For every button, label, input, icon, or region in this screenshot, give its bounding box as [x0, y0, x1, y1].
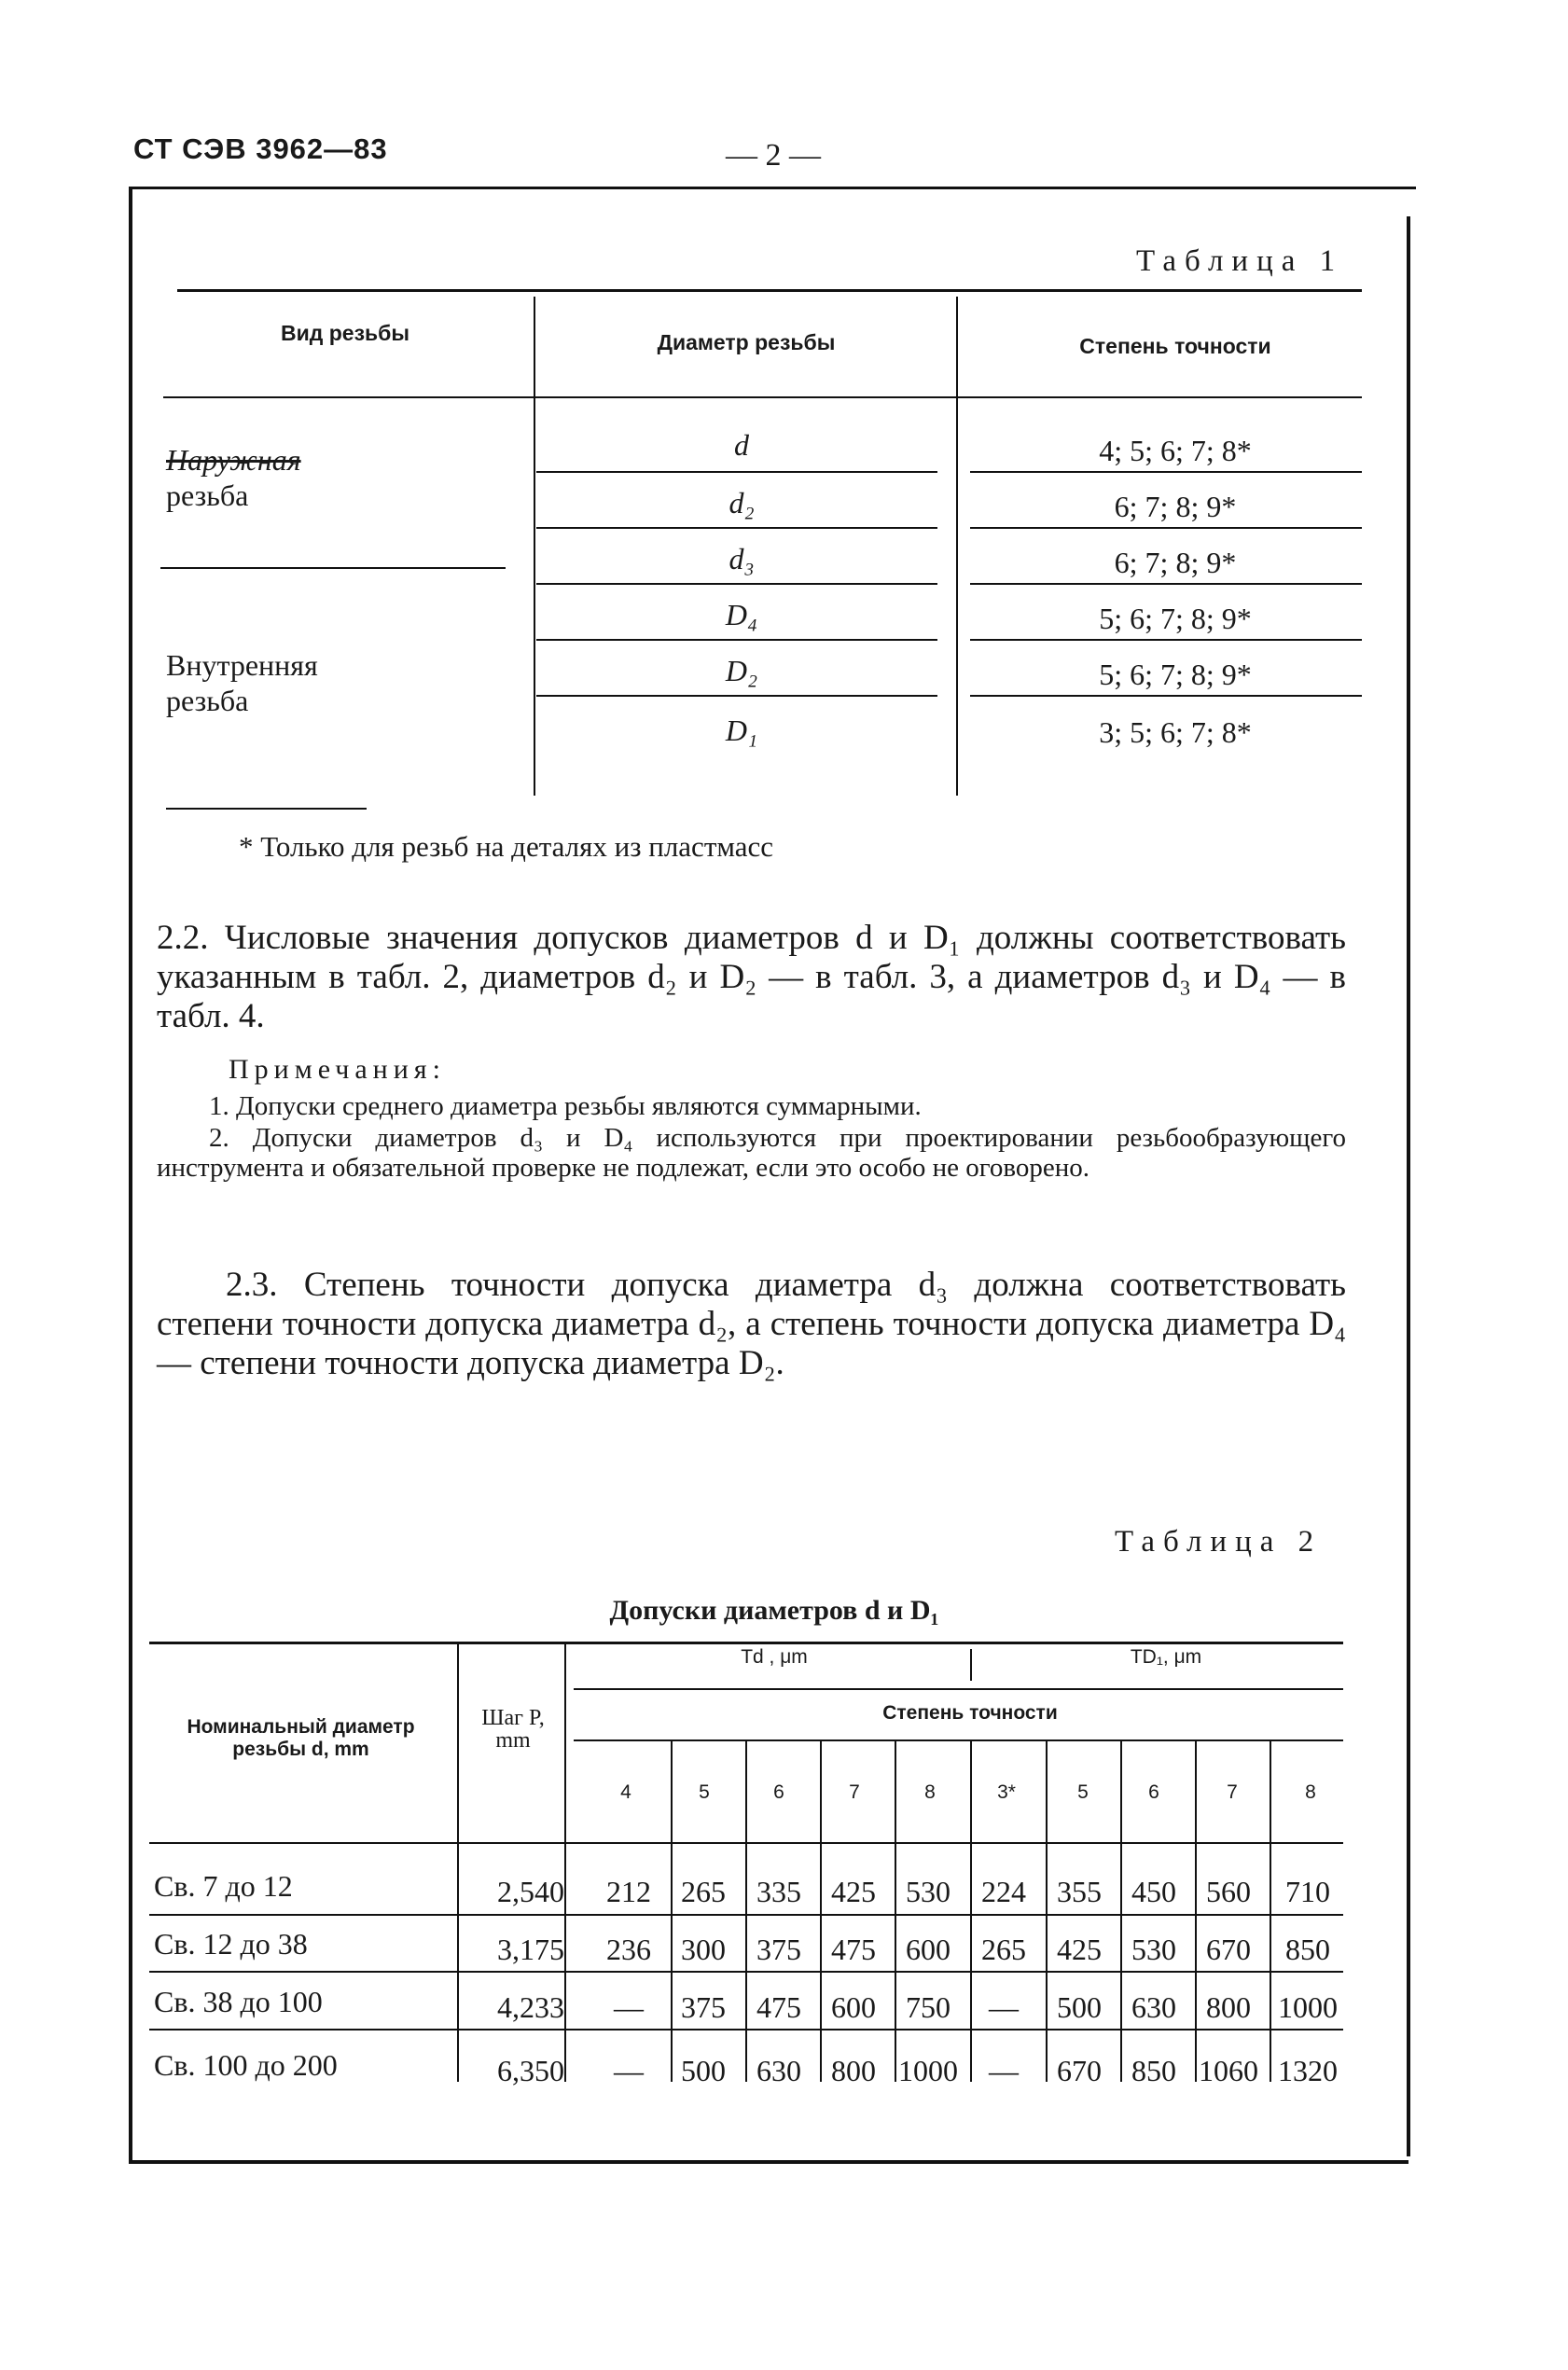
- footnote-rule: [166, 808, 367, 810]
- table2-header-td: Td , μm: [741, 1646, 808, 1668]
- table2-col-divider-pitch: [564, 1643, 566, 2082]
- table1-row-diameter: D₁: [725, 714, 758, 747]
- table2-grade-label: 6: [1148, 1781, 1159, 1803]
- table2-grade-label: 3*: [997, 1781, 1016, 1803]
- table1-header-diameter: Диаметр резьбы: [657, 330, 836, 354]
- table2-row-pitch: 2,540: [497, 1875, 564, 1908]
- section-2-2: 2.2. Числовые значения допусков диаметров d и D₁ должны соответствовать указанным в табл. 2, диаметров d₂ и D₂ — в табл. 3, а диаметров d₃ и D₄ — в табл. 4.: [157, 919, 1346, 1035]
- table1-row-rule: [970, 639, 1362, 641]
- table2-grade-label: 8: [924, 1781, 936, 1803]
- table1-group-external: [166, 442, 301, 513]
- table2-title: Допуски диаметров d и D₁: [609, 1595, 939, 1626]
- table2-cell: 265: [681, 1875, 726, 1908]
- table2-cell: 475: [831, 1933, 876, 1966]
- table1-row-diameter: d₂: [728, 486, 755, 520]
- table2-cell: 375: [681, 1990, 726, 2024]
- table1-row-rule: [536, 695, 937, 697]
- table2-cell: 300: [681, 1933, 726, 1966]
- table2-row-range: Св. 7 до 12: [154, 1869, 293, 1903]
- table1-row-diameter: D₂: [725, 654, 758, 687]
- table2-col-divider: [820, 1741, 822, 2082]
- table1-caption: Таблица 1: [1136, 244, 1344, 278]
- table1-group-internal-line2: резьба: [166, 684, 249, 717]
- table2-cell: 850: [1131, 2054, 1176, 2087]
- table2-cell: 530: [1131, 1933, 1176, 1966]
- table2-cell: 670: [1057, 2054, 1102, 2087]
- table1-row-accuracy: 3; 5; 6; 7; 8*: [1099, 715, 1252, 749]
- page-number: — 2 —: [726, 138, 821, 173]
- table2-cell: —: [989, 2054, 1019, 2087]
- table2-header-grade: Степень точности: [882, 1702, 1058, 1724]
- table2-col-divider: [1120, 1741, 1122, 2082]
- table2-row-range: Св. 12 до 38: [154, 1927, 308, 1961]
- table1-header-accuracy: Степень точности: [1079, 334, 1271, 358]
- table2-row-pitch: 3,175: [497, 1933, 564, 1966]
- table1-header-thread-type: Вид резьбы: [281, 321, 409, 345]
- table2-cell: 475: [756, 1990, 801, 2024]
- table2-cell: 425: [831, 1875, 876, 1908]
- table2-cell: 800: [1206, 1990, 1251, 2024]
- table1-col-divider-2: [956, 297, 958, 796]
- table2-row-rule: [149, 1971, 1343, 1973]
- table2-header-pitch: Шаг P, mm: [481, 1706, 545, 1753]
- table2-cell: 1320: [1278, 2054, 1338, 2087]
- table2-cell: 670: [1206, 1933, 1251, 1966]
- table2-cell: —: [614, 2054, 644, 2087]
- table2-grade-rule: [574, 1739, 1343, 1741]
- table2-row-pitch: 6,350: [497, 2054, 564, 2087]
- table2-cell: 600: [906, 1933, 951, 1966]
- table1-row-rule: [970, 527, 1362, 529]
- table1-row-accuracy: 4; 5; 6; 7; 8*: [1099, 434, 1252, 467]
- table2-row-rule: [149, 1914, 1343, 1916]
- table2-cell: 500: [681, 2054, 726, 2087]
- table2-col-divider: [671, 1741, 673, 2082]
- table2-header-tD1: TD₁, μm: [1130, 1646, 1202, 1668]
- table2-grade-label: 4: [620, 1781, 631, 1803]
- table2-cell: 1000: [898, 2054, 958, 2087]
- table2-cell: 560: [1206, 1875, 1251, 1908]
- table1-row-diameter: d: [734, 428, 749, 462]
- table2-row-rule: [149, 2029, 1343, 2030]
- table1-row-rule: [970, 471, 1362, 473]
- table2-cell: 265: [981, 1933, 1026, 1966]
- page-frame-right: [1407, 216, 1410, 2156]
- table2-col-divider: [895, 1741, 896, 2082]
- document-code: СТ СЭВ 3962—83: [133, 132, 388, 165]
- page-frame-top: [129, 187, 1416, 189]
- table2-col-divider: [1270, 1741, 1271, 2082]
- table1-header-rule: [163, 396, 1362, 398]
- table2-cell: 224: [981, 1875, 1026, 1908]
- table1-row-rule: [536, 527, 937, 529]
- table2-grade-label: 8: [1305, 1781, 1316, 1803]
- table2-cell: 850: [1285, 1933, 1330, 1966]
- section-2-3: 2.3. Степень точности допуска диаметра d₃ должна соответствовать степени точности допуска диаметра d₂, а степень точности допуска диаметра D₄ — степени точности допуска диаметра D₂.: [157, 1266, 1346, 1382]
- table1-group-internal-line1: Внутренняя: [166, 648, 318, 682]
- table2-row-range: Св. 38 до 100: [154, 1985, 323, 2018]
- table2-cell: 630: [756, 2054, 801, 2087]
- table1-row-accuracy: 5; 6; 7; 8; 9*: [1099, 658, 1252, 691]
- table2-cell: 355: [1057, 1875, 1102, 1908]
- table2-caption: Таблица 2: [1115, 1525, 1323, 1559]
- table2-row-range: Св. 100 до 200: [154, 2048, 338, 2082]
- table1-row-accuracy: 6; 7; 8; 9*: [1114, 490, 1237, 523]
- table2-cell: 236: [606, 1933, 651, 1966]
- table2-header-nominal: Номинальный диаметр резьбы d, mm: [187, 1716, 415, 1760]
- table2-top-rule: [149, 1642, 1343, 1644]
- table1-group-internal: [166, 647, 318, 718]
- table1-row-diameter: d₃: [728, 542, 755, 575]
- table1-row-accuracy: 6; 7; 8; 9*: [1114, 546, 1237, 579]
- table2-row-pitch: 4,233: [497, 1990, 564, 2024]
- table2-col-divider: [970, 1741, 972, 2082]
- table2-col-divider: [745, 1741, 747, 2082]
- table2-cell: 710: [1285, 1875, 1330, 1908]
- table2-cell: —: [989, 1990, 1019, 2024]
- table1-row-rule: [970, 695, 1362, 697]
- table2-grade-label: 5: [699, 1781, 710, 1803]
- table1-group-external-line1: Наружная: [166, 443, 301, 477]
- table2-grade-label: 6: [773, 1781, 784, 1803]
- table2-group-divider: [970, 1649, 972, 1681]
- table2-cell: 800: [831, 2054, 876, 2087]
- table1-top-rule: [177, 289, 1362, 292]
- notes-title: Примечания:: [229, 1054, 446, 1085]
- table2-cell: 450: [1131, 1875, 1176, 1908]
- table2-cell: 1060: [1199, 2054, 1258, 2087]
- table1-row-rule: [970, 583, 1362, 585]
- table1-row-rule: [536, 639, 937, 641]
- table2-col-divider-nominal: [457, 1643, 459, 2082]
- table1-group-divider: [160, 567, 506, 569]
- table1-row-rule: [536, 583, 937, 585]
- table2-cell: 530: [906, 1875, 951, 1908]
- table2-cell: 375: [756, 1933, 801, 1966]
- table2-tolerance-rule: [574, 1688, 1343, 1690]
- table2-col-divider: [1195, 1741, 1197, 2082]
- table1-row-diameter: D₄: [725, 598, 758, 631]
- table2-grade-label: 5: [1077, 1781, 1089, 1803]
- note-1: 1. Допуски среднего диаметра резьбы являются суммарными.: [209, 1091, 922, 1121]
- table2-cell: 750: [906, 1990, 951, 2024]
- table2-grade-label: 7: [849, 1781, 860, 1803]
- table2-col-divider: [1046, 1741, 1048, 2082]
- table2-cell: 425: [1057, 1933, 1102, 1966]
- table1-footnote: * Только для резьб на деталях из пластмасс: [239, 830, 774, 863]
- table2-grade-label: 7: [1227, 1781, 1238, 1803]
- table1-group-external-line2: резьба: [166, 478, 249, 512]
- table1-col-divider-1: [534, 297, 535, 796]
- table2-cell: 600: [831, 1990, 876, 2024]
- note-2: 2. Допуски диаметров d₃ и D₄ используются при проектировании резьбообразующего инструмента и обязательной проверке не подлежат, если это особо не оговорено.: [157, 1123, 1346, 1183]
- table2-cell: 212: [606, 1875, 651, 1908]
- page-frame-left: [129, 187, 132, 2164]
- table2-cell: 1000: [1278, 1990, 1338, 2024]
- table2-cell: —: [614, 1990, 644, 2024]
- table1-row-rule: [536, 471, 937, 473]
- table2-cell: 500: [1057, 1990, 1102, 2024]
- table2-cell: 630: [1131, 1990, 1176, 2024]
- table2-cell: 335: [756, 1875, 801, 1908]
- table1-row-accuracy: 5; 6; 7; 8; 9*: [1099, 602, 1252, 635]
- page-frame-bottom: [129, 2160, 1408, 2164]
